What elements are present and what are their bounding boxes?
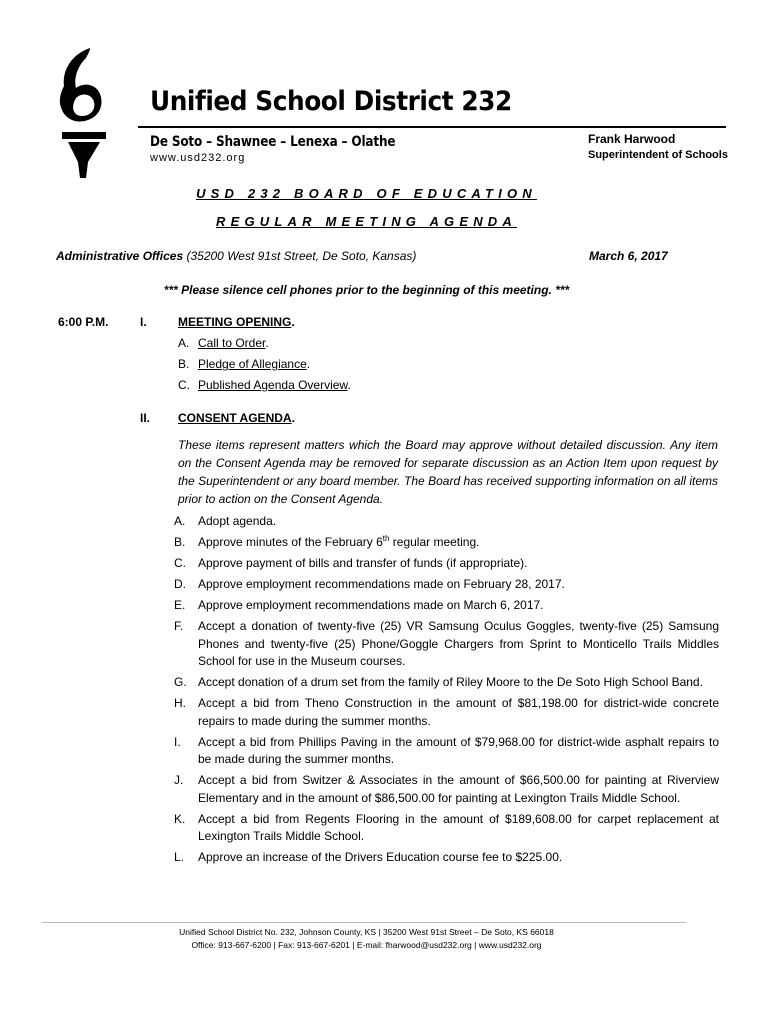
item-letter: A. xyxy=(178,336,190,350)
section-1-time: 6:00 P.M. xyxy=(58,315,109,329)
consent-agenda-intro: These items represent matters which the Board may approve without detailed discussion. Any item on the Consent Agenda may be removed for separate discussion as an Action Item upon request by the Superintendent or any board member. The Board has received supporting information on all items prior to action on the Consent Agenda. xyxy=(178,438,718,506)
section-1-title-text: MEETING OPENING xyxy=(178,315,292,329)
section-1-item-c: C. Published Agenda Overview. xyxy=(178,378,351,392)
item-letter: I. xyxy=(174,734,181,749)
district-website[interactable]: www.usd232.org xyxy=(150,152,246,164)
district-cities: De Soto – Shawnee – Lenexa – Olathe xyxy=(150,134,396,150)
item-text: Accept a bid from Switzer & Associates in the amount of $66,500.00 for painting at Riverview Elementary and in the amount of $86,500.00 for painting at Lexington Trails Middle School. xyxy=(198,773,719,805)
item-text: Accept donation of a drum set from the family of Riley Moore to the De Soto High School Band. xyxy=(198,675,703,689)
item-text: Approve employment recommendations made on February 28, 2017. xyxy=(198,577,565,591)
list-item xyxy=(174,618,719,671)
item-text: Accept a donation of twenty-five (25) VR Samsung Oculus Goggles, twenty-five (25) Samsung Phones and twenty-five (25) Phone/Goggle Chargers from Sprint to Monticello Trails Middles School for use in the Museum courses. xyxy=(198,619,719,668)
list-item xyxy=(174,534,719,552)
header-divider xyxy=(138,126,726,128)
silence-phones-notice: *** Please silence cell phones prior to the beginning of this meeting. *** xyxy=(163,283,570,297)
section-1-numeral: I. xyxy=(140,315,147,329)
section-1-title: MEETING OPENING. xyxy=(178,315,295,329)
item-text: Adopt agenda. xyxy=(198,514,277,528)
item-letter: J. xyxy=(174,773,184,787)
item-text-after: regular meeting. xyxy=(389,535,480,549)
offices-address: (35200 West 91st Street, De Soto, Kansas) xyxy=(183,249,417,263)
list-item xyxy=(174,597,719,615)
list-item xyxy=(174,695,719,730)
item-text: Published Agenda Overview xyxy=(198,378,348,392)
list-item xyxy=(174,734,719,769)
item-text: Accept a bid from Theno Construction in the amount of $81,198.00 for district-wide concrete repairs to made during the summer months. xyxy=(198,696,719,728)
item-text: Call to Order xyxy=(198,336,266,350)
item-text: Approve employment recommendations made on March 6, 2017. xyxy=(198,598,544,612)
meeting-date: March 6, 2017 xyxy=(589,249,668,263)
item-letter: B. xyxy=(174,535,186,549)
footer-address: Unified School District No. 232, Johnson County, KS | 35200 West 91st Street – De Soto, KS 66018 xyxy=(179,927,554,937)
item-letter: C. xyxy=(178,378,190,392)
item-text: Approve minutes of the February 6 xyxy=(198,535,383,549)
item-text: Accept a bid from Phillips Paving in the amount of $79,968.00 for district-wide asphalt repairs to be made during the summer months. xyxy=(198,734,719,766)
item-letter: C. xyxy=(174,556,186,570)
list-item xyxy=(174,555,719,573)
item-text: Approve an increase of the Drivers Education course fee to $225.00. xyxy=(198,850,563,864)
item-letter: G. xyxy=(174,675,187,689)
item-text: Accept a bid from Regents Flooring in the amount of $189,608.00 for carpet replacement at Lexington Trails Middle School. xyxy=(198,811,719,843)
item-letter: H. xyxy=(174,696,186,710)
list-item xyxy=(174,772,719,807)
list-item xyxy=(174,513,719,531)
district-title: Unified School District 232 xyxy=(150,86,512,117)
list-item xyxy=(174,674,719,692)
torch-flame-icon xyxy=(52,46,112,180)
item-letter: K. xyxy=(174,811,186,826)
item-text: Pledge of Allegiance xyxy=(198,357,307,371)
item-superscript: th xyxy=(382,534,390,543)
section-2-title: CONSENT AGENDA. xyxy=(178,411,295,425)
item-letter: E. xyxy=(174,598,186,612)
footer-contact: Office: 913-667-6200 | Fax: 913-667-6201 | E-mail: fharwood@usd232.org | www.usd232.org xyxy=(191,940,542,950)
meeting-location xyxy=(56,249,416,263)
item-letter: A. xyxy=(174,514,186,528)
item-text: Approve payment of bills and transfer of funds (if appropriate). xyxy=(198,556,528,570)
list-item xyxy=(174,811,719,846)
item-letter: L. xyxy=(174,850,185,864)
footer-divider xyxy=(42,922,686,923)
item-letter: D. xyxy=(174,577,186,591)
superintendent-name: Frank Harwood xyxy=(588,132,676,146)
superintendent-title: Superintendent of Schools xyxy=(588,149,728,161)
offices-label: Administrative Offices xyxy=(56,249,184,263)
item-letter: B. xyxy=(178,357,190,371)
list-item xyxy=(174,849,719,867)
list-item xyxy=(174,576,719,594)
section-1-item-a: A. Call to Order. xyxy=(178,336,269,350)
section-2-numeral: II. xyxy=(140,411,151,425)
agenda-heading-meeting: REGULAR MEETING AGENDA xyxy=(216,214,517,229)
item-letter: F. xyxy=(174,619,184,633)
section-2-title-text: CONSENT AGENDA xyxy=(178,411,292,425)
agenda-heading-board: USD 232 BOARD OF EDUCATION xyxy=(196,186,537,201)
section-1-item-b: B. Pledge of Allegiance. xyxy=(178,357,311,371)
consent-agenda-items xyxy=(174,513,719,870)
